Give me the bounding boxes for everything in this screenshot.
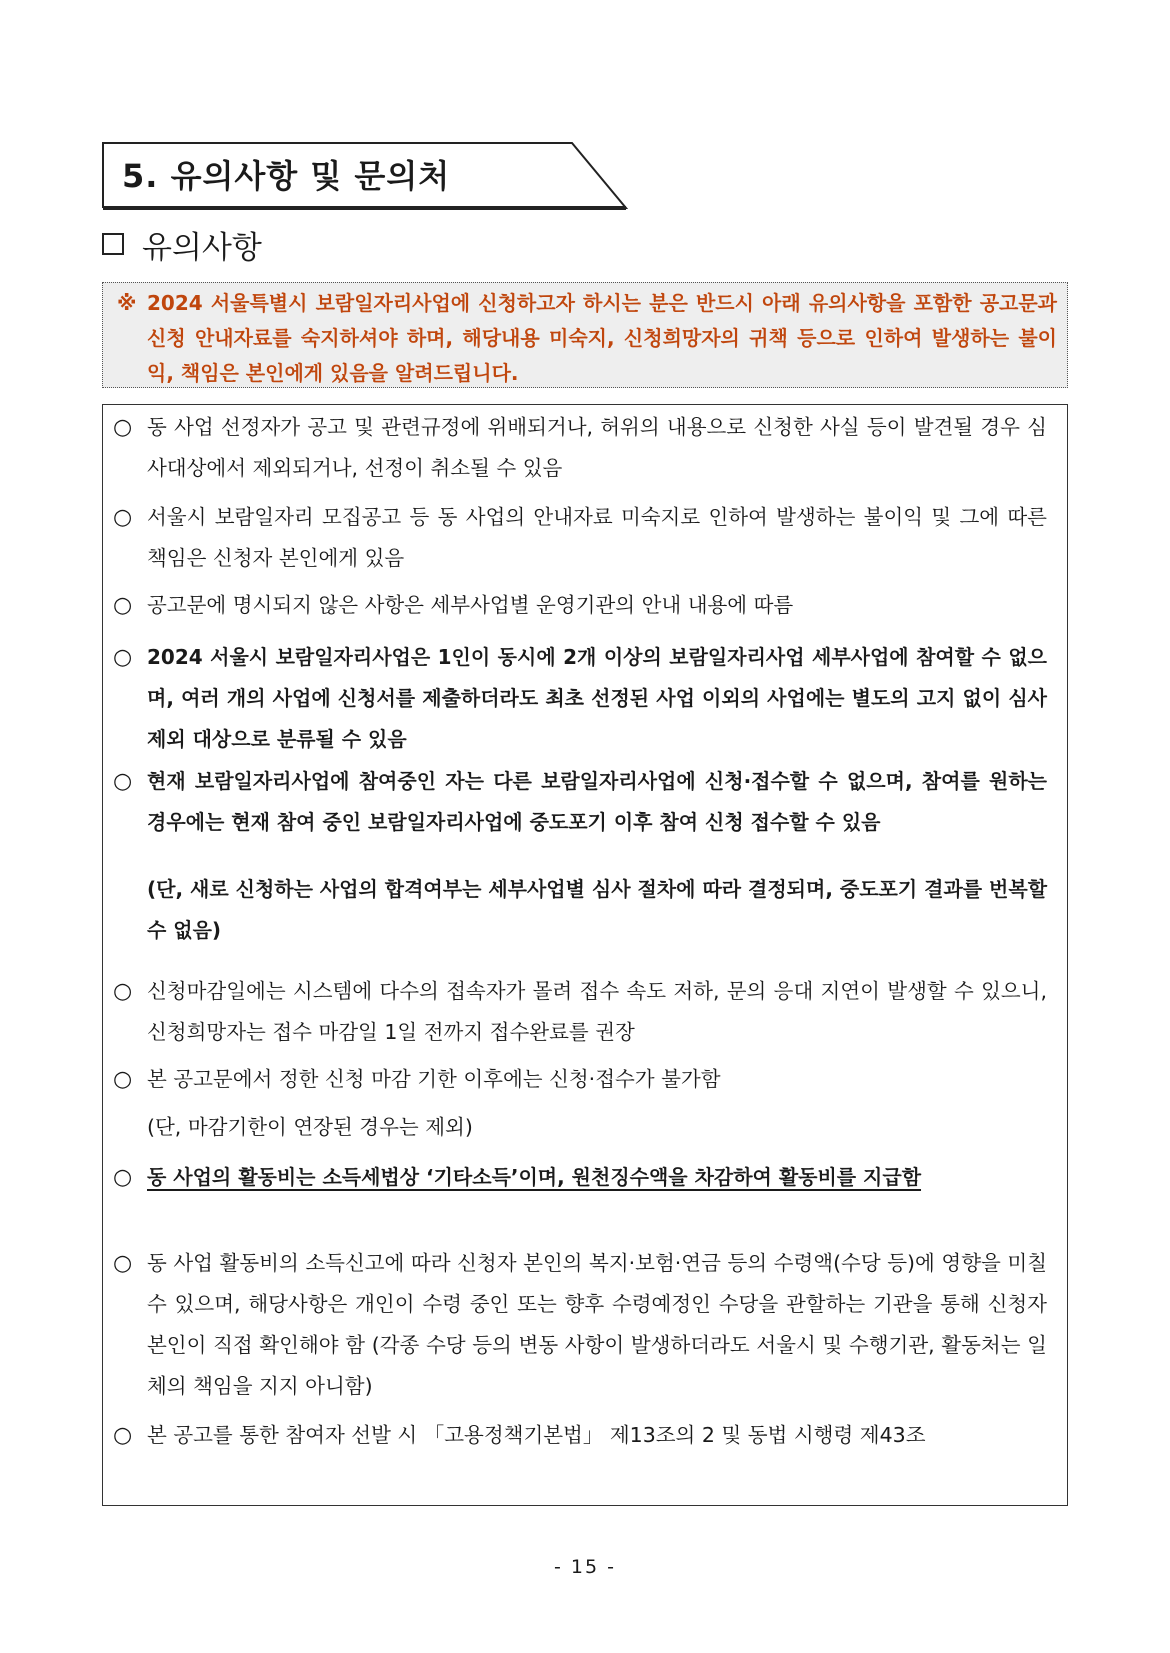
- deadline-note: (단, 마감기한이 연장된 경우는 제외): [147, 1115, 473, 1139]
- list-item-text: 동 사업 활동비의 소득신고에 따라 신청자 본인의 복지·보험·연금 등의 수령액(수당 등)에 영향을 미칠 수 있으며, 해당사항은 개인이 수령 중인 또는 향후 수령예정인 수당을 관할하는 기관을 통해 신청자 본인이 직접 확인해야 함 (각종 수당 등의 변동 사항이 발생하더라도 서울시 및 수행기관, 활동처는 일체의 책임을 지지 아니함): [147, 1251, 1047, 1398]
- circle-bullet-icon: ○: [113, 1067, 133, 1092]
- list-item: [113, 497, 1047, 579]
- circle-bullet-icon: ○: [113, 979, 133, 1004]
- list-item-text: 본 공고를 통한 참여자 선발 시 「고용정책기본법」 제13조의 2 및 동법 시행령 제43조: [147, 1423, 926, 1447]
- list-item-text: 본 공고문에서 정한 신청 마감 기한 이후에는 신청·접수가 불가함: [147, 1067, 721, 1091]
- list-item-text: 신청마감일에는 시스템에 다수의 접속자가 몰려 접수 속도 저하, 문의 응대 지연이 발생할 수 있으니, 신청희망자는 접수 마감일 1일 전까지 접수완료를 권장: [147, 979, 1047, 1044]
- circle-bullet-icon: ○: [113, 1423, 133, 1448]
- reference-mark-icon: ※: [117, 291, 137, 315]
- list-item: [113, 1243, 1047, 1407]
- section-heading: [102, 142, 630, 210]
- notice-box: [102, 282, 1068, 388]
- precautions-list: [102, 404, 1068, 1506]
- list-item-text: 공고문에 명시되지 않은 사항은 세부사업별 운영기관의 안내 내용에 따름: [147, 593, 794, 617]
- list-item: [113, 1157, 1047, 1198]
- circle-bullet-icon: ○: [113, 593, 133, 618]
- notice-text: 2024 서울특별시 보람일자리사업에 신청하고자 하시는 분은 반드시 아래 유의사항을 포함한 공고문과 신청 안내자료를 숙지하셔야 하며, 해당내용 미숙지, 신청희망자의 귀책 등으로 인하여 발생하는 불이익, 책임은 본인에게 있음을 알려드립니다.: [147, 291, 1057, 385]
- list-item: [113, 1059, 1047, 1100]
- list-item: [113, 407, 1047, 489]
- section-title: 5. 유의사항 및 문의처: [122, 157, 451, 195]
- list-item-text: 2024 서울시 보람일자리사업은 1인이 동시에 2개 이상의 보람일자리사업 세부사업에 참여할 수 없으며, 여러 개의 사업에 신청서를 제출하더라도 최초 선정된 사업 이외의 사업에는 별도의 고지 없이 심사 제외 대상으로 분류될 수 있음: [147, 645, 1047, 751]
- list-item-text: 현재 보람일자리사업에 참여중인 자는 다른 보람일자리사업에 신청·접수할 수 없으며, 참여를 원하는 경우에는 현재 참여 중인 보람일자리사업에 중도포기 이후 참여 신청 접수할 수 있음: [147, 769, 1047, 834]
- list-item-text: 동 사업의 활동비는 소득세법상 ‘기타소득’이며, 원천징수액을 차감하여 활동비를 지급함: [147, 1165, 922, 1189]
- circle-bullet-icon: ○: [113, 1165, 133, 1190]
- withdraw-note: (단, 새로 신청하는 사업의 합격여부는 세부사업별 심사 절차에 따라 결정되며, 중도포기 결과를 번복할 수 없음): [147, 877, 1048, 942]
- circle-bullet-icon: ○: [113, 769, 133, 794]
- list-item: [113, 761, 1047, 843]
- list-item: [113, 585, 1047, 626]
- list-item: [113, 971, 1047, 1053]
- list-item: [113, 637, 1047, 760]
- circle-bullet-icon: ○: [113, 645, 133, 670]
- subsection-heading: [102, 222, 262, 266]
- checkbox-square-icon: [102, 233, 124, 255]
- list-item-text: 서울시 보람일자리 모집공고 등 동 사업의 안내자료 미숙지로 인하여 발생하는 불이익 및 그에 따른 책임은 신청자 본인에게 있음: [147, 505, 1047, 570]
- subsection-title: 유의사항: [142, 229, 262, 266]
- circle-bullet-icon: ○: [113, 415, 133, 440]
- circle-bullet-icon: ○: [113, 1251, 133, 1276]
- circle-bullet-icon: ○: [113, 505, 133, 530]
- list-item-text: 동 사업 선정자가 공고 및 관련규정에 위배되거나, 허위의 내용으로 신청한 사실 등이 발견될 경우 심사대상에서 제외되거나, 선정이 취소될 수 있음: [147, 415, 1047, 480]
- page-number: - 15 -: [554, 1556, 616, 1578]
- list-item: [113, 1415, 1047, 1456]
